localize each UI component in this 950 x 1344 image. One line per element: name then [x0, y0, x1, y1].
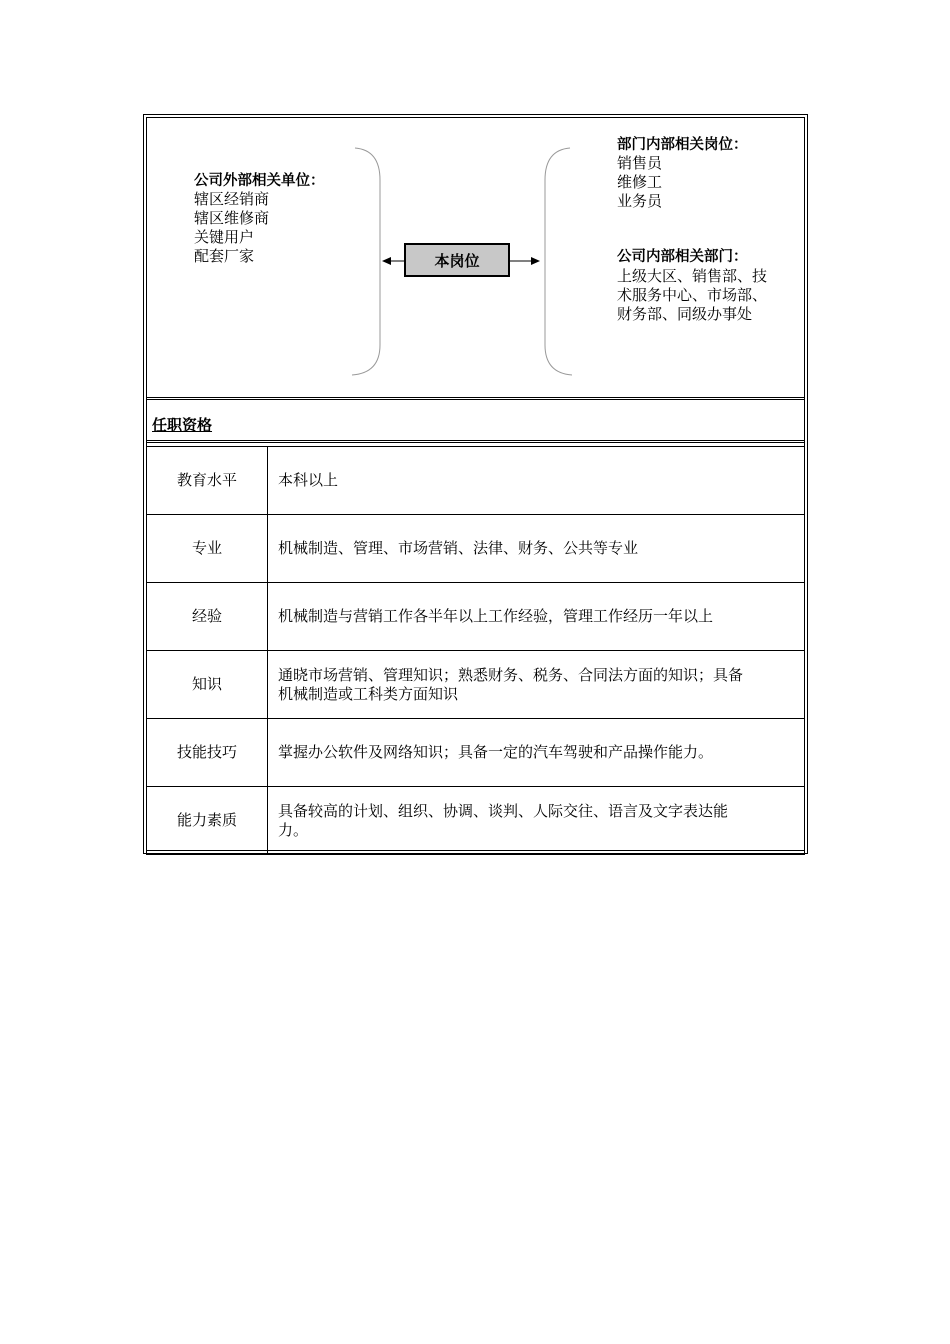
table-row: [147, 447, 805, 515]
table-row: [147, 719, 805, 787]
internal-department-line: 上级大区、销售部、技: [617, 267, 768, 285]
right-arrow-head: [531, 257, 540, 265]
left-arrow-head: [382, 257, 391, 265]
current-position-box: 本岗位: [404, 243, 510, 277]
row-value-line: 掌握办公软件及网络知识；具备一定的汽车驾驶和产品操作能力。: [278, 743, 714, 761]
row-label: 能力素质: [147, 787, 268, 855]
external-unit-item: 关键用户: [194, 228, 255, 246]
row-value-line: 机械制造、管理、市场营销、法律、财务、公共等专业: [278, 539, 639, 557]
qualifications-title: 任职资格: [152, 416, 213, 434]
internal-position-item: 业务员: [617, 192, 663, 210]
table-row: [147, 787, 805, 855]
row-value: [268, 447, 805, 515]
external-units-title: 公司外部相关单位：: [194, 173, 325, 189]
internal-department-line: 术服务中心、市场部、: [617, 286, 768, 304]
row-value-line: 机械制造与营销工作各半年以上工作经验，管理工作经历一年以上: [278, 607, 714, 625]
row-value-line: 机械制造或工科类方面知识: [278, 684, 459, 703]
row-value-line: 通晓市场营销、管理知识；熟悉财务、税务、合同法方面的知识；具备: [278, 665, 744, 684]
row-value: [268, 515, 805, 583]
left-bracket: [352, 148, 380, 375]
external-unit-item: 辖区维修商: [194, 209, 270, 227]
row-label: 教育水平: [147, 447, 268, 515]
external-unit-item: 辖区经销商: [194, 190, 270, 208]
qualifications-table: [146, 446, 805, 855]
row-value-line: 本科以上: [278, 471, 339, 489]
row-label: 知识: [147, 651, 268, 719]
internal-position-item: 维修工: [617, 173, 663, 191]
qualifications-header: [146, 397, 805, 443]
internal-departments-title: 公司内部相关部门：: [617, 249, 748, 265]
row-value: [268, 583, 805, 651]
row-label: 技能技巧: [147, 719, 268, 787]
right-bracket: [545, 148, 572, 375]
internal-department-line: 财务部、同级办事处: [617, 305, 753, 323]
row-value-line: 具备较高的计划、组织、协调、谈判、人际交往、语言及文字表达能: [278, 801, 729, 820]
table-row: [147, 583, 805, 651]
row-value: [268, 787, 805, 855]
diagram-lines: [0, 0, 950, 400]
row-label: 经验: [147, 583, 268, 651]
row-value: [268, 651, 805, 719]
row-value-line: 力。: [278, 820, 309, 839]
table-row: [147, 515, 805, 583]
row-value: [268, 719, 805, 787]
external-unit-item: 配套厂家: [194, 247, 255, 265]
row-label: 专业: [147, 515, 268, 583]
internal-positions-title: 部门内部相关岗位：: [617, 137, 748, 153]
internal-position-item: 销售员: [617, 154, 663, 172]
table-row: [147, 651, 805, 719]
